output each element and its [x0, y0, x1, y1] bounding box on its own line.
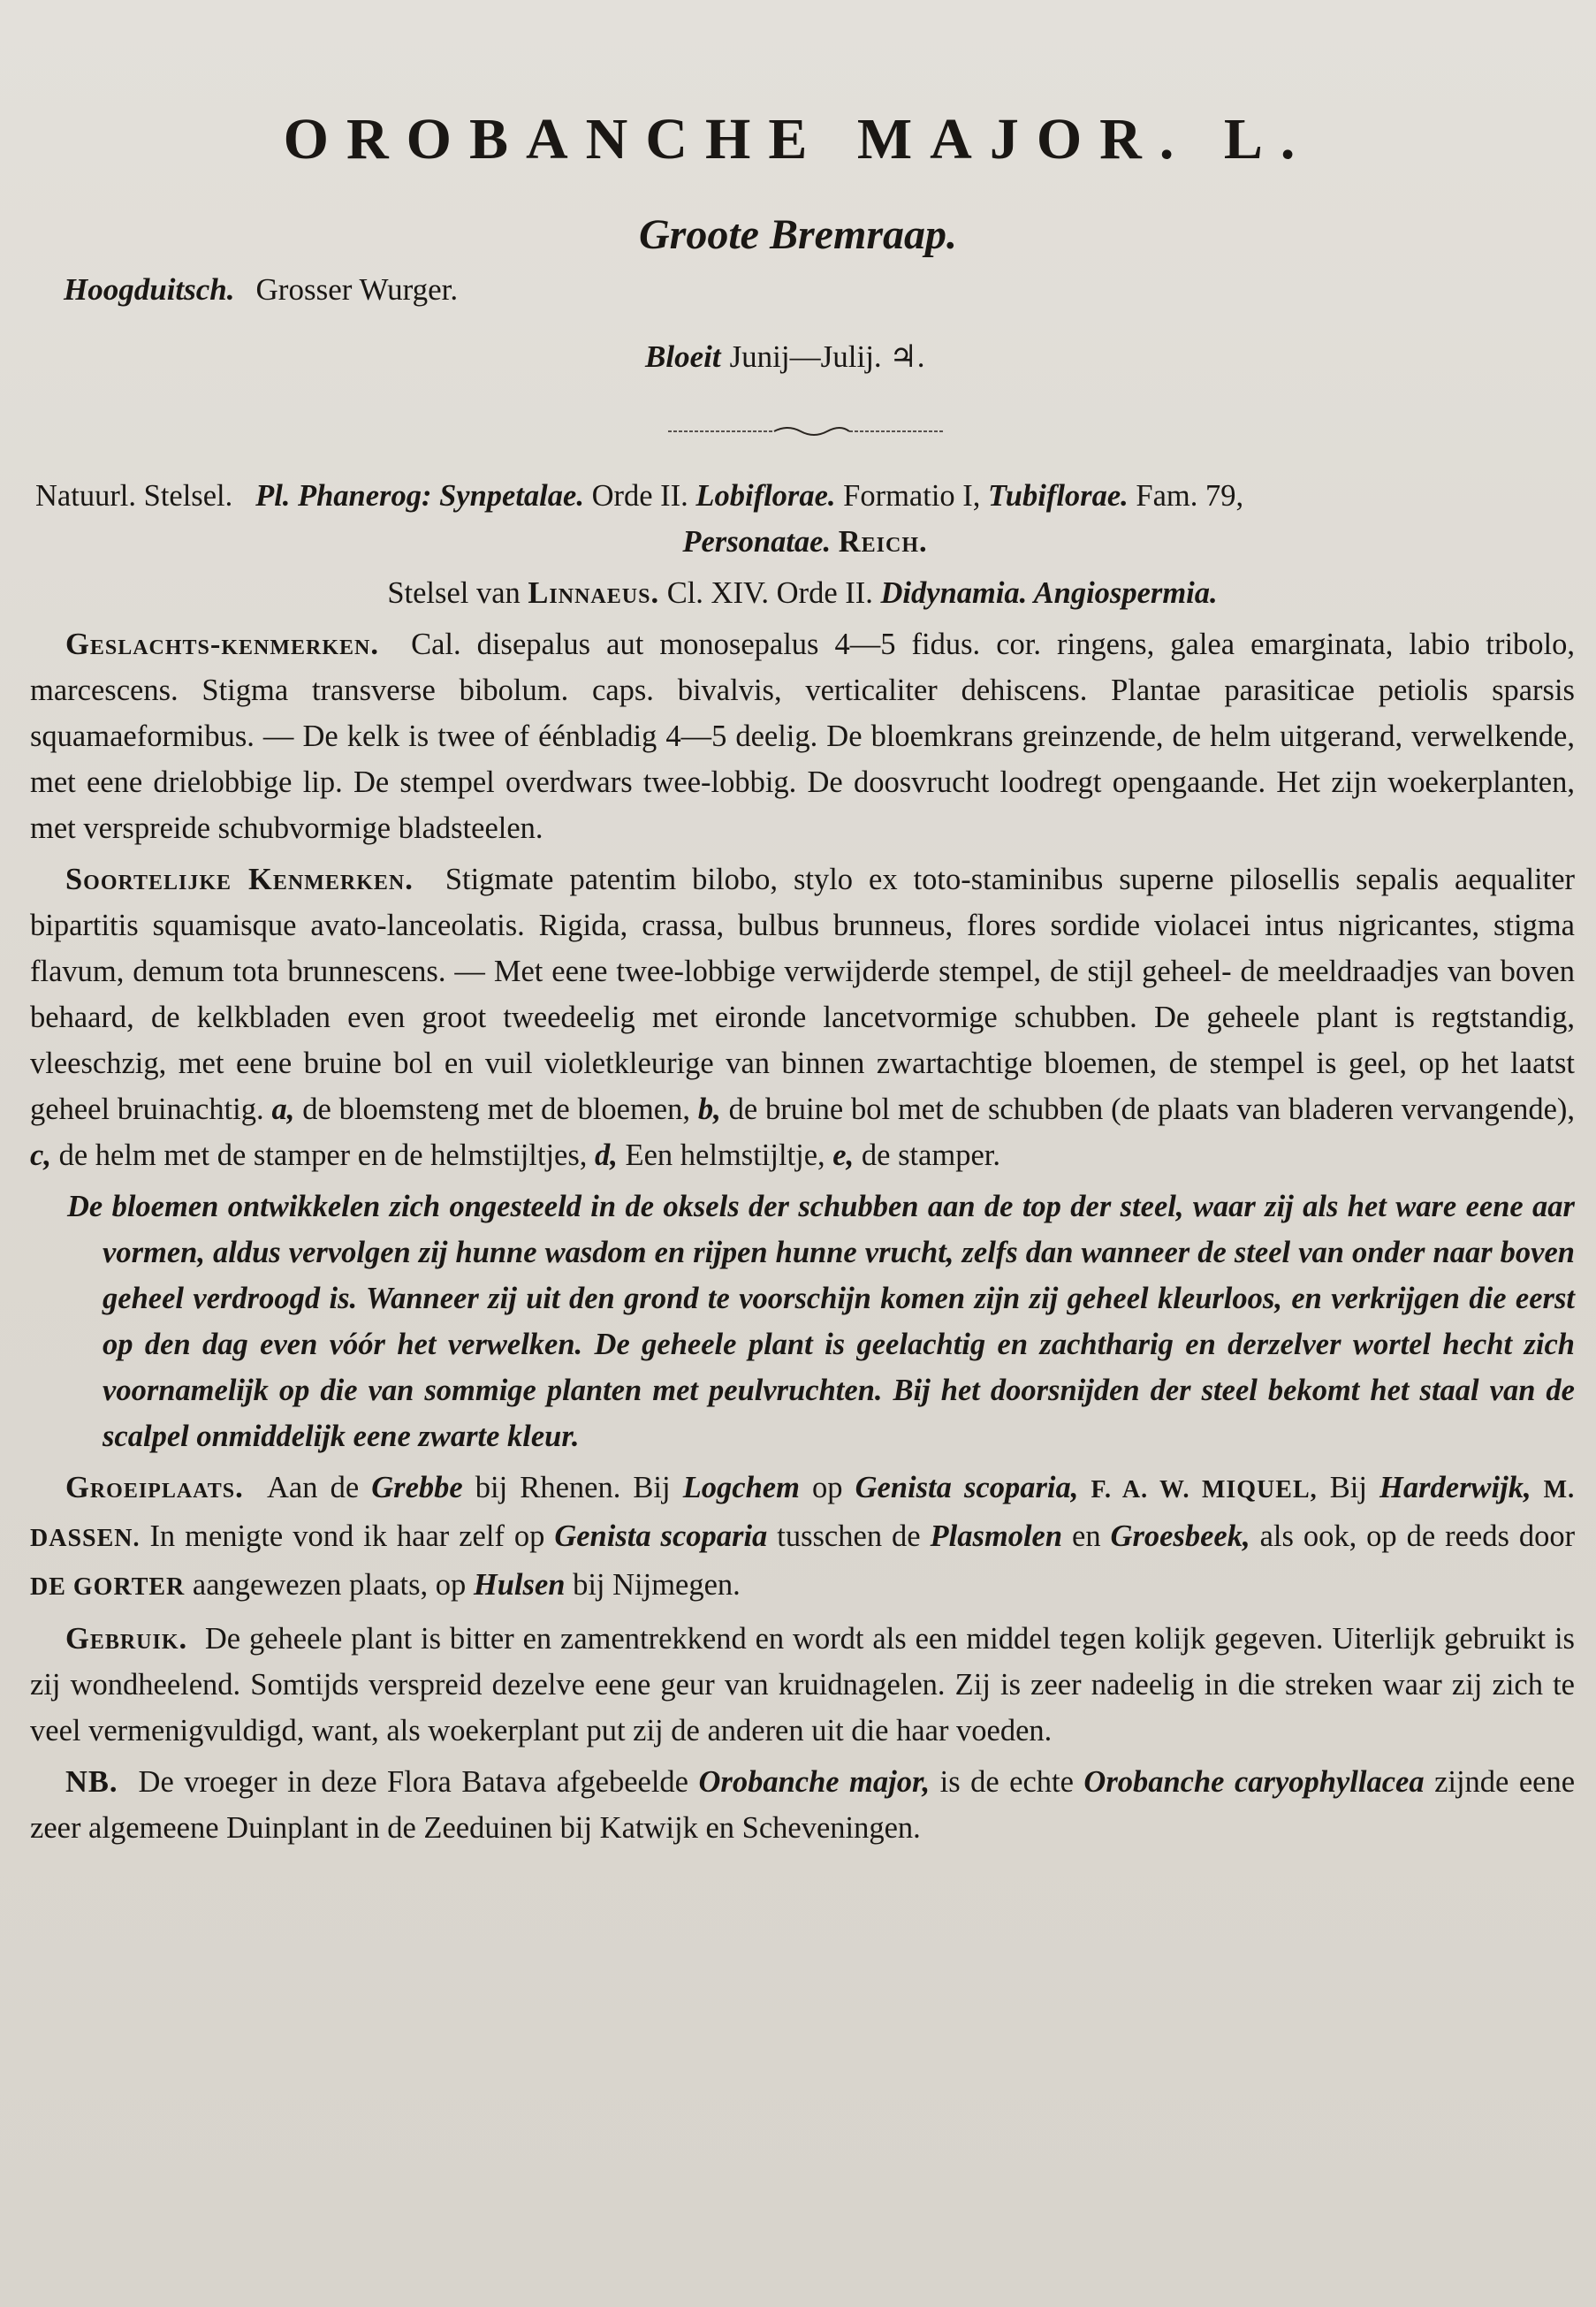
german-name-label: Hoogduitsch.: [64, 272, 235, 307]
flowers-paragraph: De bloemen ontwikkelen zich ongesteeld in de oksels der schubben aan de top der steel, waar zij als het ware eene aar vormen, aldus vervolgen zij hunne wasdom en rijpen hunne vrucht, zelfs dan wanneer de steel van onder naar boven geheel verdroogd is. Wanneer zij uit den grond te voorschijn komen zijn zij geheel kleurloos, en verkrijgen die eerst op den dag even vóór het verwelken. De geheele plant is geelachtig en zachtharig en derzelver wortel hecht zich voornamelijk op die van sommige planten met peulvruchten. Bij het doorsnijden der steel bekomt het staal van de scalpel onmiddelijk eene zwarte kleur.: [67, 1190, 1575, 1453]
document-body: [30, 473, 1575, 1856]
german-name-value: Grosser Wurger.: [255, 272, 459, 307]
linnaeus-system: Stelsel van Linnaeus. Cl. XIV. Orde II. Didynamia. Angiospermia.: [387, 576, 1218, 610]
species-characters: Soortelijke Kenmerken. Stigmate patentim bilobo, stylo ex toto-staminibus superne pilosellis sepalis aequaliter bipartitis squamisque avato-lanceolatis. Rigida, crassa, bulbus brunneus, flores sordide violacei intus nigricantes, stigma flavum, demum tota brunnescens. — Met eene twee-lobbige verwijderde stempel, de stijl geheel- de meeldraadjes van boven behaard, de kelkbladen even groot tweedeelig met eironde lancetvormige schubben. De geheele plant is regtstandig, vleeschzig, met eene bruine bol en vuil violetkleurige van binnen zwartachtige bloemen, de stempel is geel, op het laatst geheel bruinachtig. a, de bloemsteng met de bloemen, b, de bruine bol met de schubben (de plaats van bladeren vervangende), c, de helm met de stamper en de helmstijltjes, d, Een helmstijltje, e, de stamper.: [30, 863, 1575, 1172]
nota-bene: NB. De vroeger in deze Flora Batava afgebeelde Orobanche major, is de echte Orobanche caryophyllacea zijnde eene zeer algemeene Duinplant in de Zeeduinen bij Katwijk en Scheveningen.: [30, 1765, 1576, 1845]
genus-characters: Geslachts-kenmerken. Cal. disepalus aut monosepalus 4—5 fidus. cor. ringens, galea emarginata, labio tribolo, marcescens. Stigma transverse bibolum. caps. bivalvis, verticaliter dehiscens. Plantae parasiticae petiolis sparsis squamaeformibus. — De kelk is twee of éénbladig 4—5 deelig. De bloemkrans greinzende, de helm uitgerand, verwelkende, met eene drielobbige lip. De stempel overdwars twee-lobbig. De doosvrucht loodregt opengaande. Het zijn woekerplanten, met verspreide schubvormige bladsteelen.: [30, 628, 1576, 845]
ornament-divider: [668, 423, 944, 440]
natural-system: Natuurl. Stelsel. Pl. Phanerog: Synpetalae. Orde II. Lobiflorae. Formatio I, Tubiflorae. Fam. 79, Personatae. Reich.: [35, 479, 1244, 559]
flowering-label: Bloeit: [645, 339, 721, 374]
page-title: OROBANCHE MAJOR. L.: [283, 107, 1313, 171]
usage: Gebruik. De geheele plant is bitter en zamentrekkend en wordt als een middel tegen kolijk gegeven. Uiterlijk gebruikt is zij wondheelend. Somtijds verspreid dezelve eene geur van kruidnagelen. Zij is zeer nadeelig in die streken waar zij zich te veel vermenigvuldigd, want, als woekerplant put zij de anderen uit die haar voeden.: [30, 1622, 1575, 1747]
german-name-line: [64, 272, 458, 308]
flowering-line: [645, 339, 925, 375]
flowering-value: Junij—Julij. ♃.: [729, 339, 925, 374]
page-subtitle: Groote Bremraap.: [639, 211, 957, 258]
habitat: Groeiplaats. Aan de Grebbe bij Rhenen. Bij Logchem op Genista scoparia, F. A. W. MIQUEL, Bij Harderwijk, M. DASSEN. In menigte vond ik haar zelf op Genista scoparia tusschen de Plasmolen en Groesbeek, als ook, op de reeds door DE GORTER aangewezen plaats, op Hulsen bij Nijmegen.: [30, 1471, 1576, 1602]
